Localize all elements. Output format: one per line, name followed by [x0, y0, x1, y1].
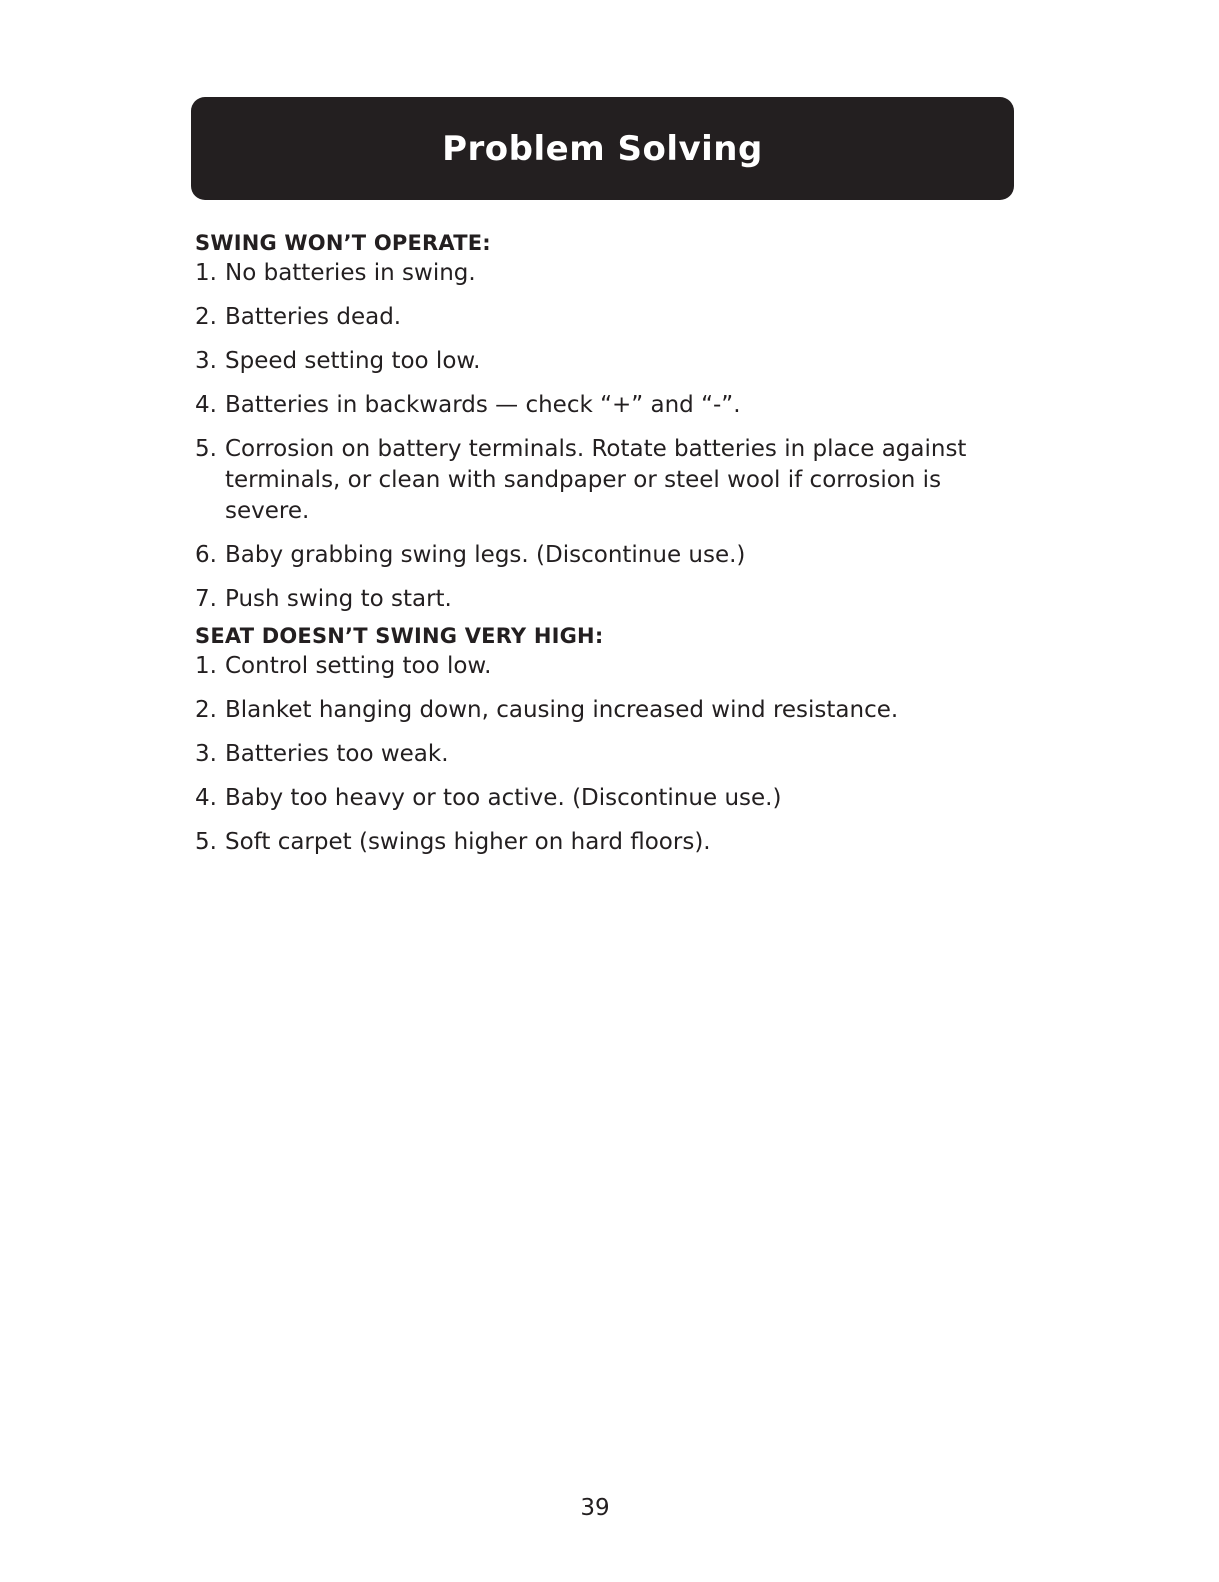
item-number: 3.: [195, 741, 217, 767]
list-item: [195, 827, 985, 858]
list-item: [195, 783, 985, 814]
problem-list: [195, 651, 985, 858]
item-number: 1.: [195, 653, 217, 679]
item-number: 7.: [195, 586, 217, 612]
list-item: [195, 739, 985, 770]
content-body: [195, 228, 985, 864]
list-item: [195, 258, 985, 289]
item-text: Baby too heavy or too active. (Discontinue use.): [225, 785, 782, 811]
item-text: Blanket hanging down, causing increased wind resistance.: [225, 697, 899, 723]
page-title: Problem Solving: [442, 128, 763, 169]
item-text: Baby grabbing swing legs. (Discontinue use.): [225, 542, 746, 568]
section-heading: SEAT DOESN’T SWING VERY HIGH:: [195, 624, 604, 648]
list-item: [195, 651, 985, 682]
list-item: [195, 584, 985, 615]
problem-list: [195, 258, 985, 615]
list-item: [195, 346, 985, 377]
page-number: 39: [580, 1495, 610, 1521]
section-heading: SWING WON’T OPERATE:: [195, 231, 491, 255]
list-item: [195, 302, 985, 333]
item-number: 2.: [195, 697, 217, 723]
item-text: Push swing to start.: [225, 586, 452, 612]
item-number: 6.: [195, 542, 217, 568]
list-item: [195, 695, 985, 726]
item-text: Batteries in backwards — check “+” and “-”.: [225, 392, 741, 418]
list-item: [195, 540, 985, 571]
item-number: 3.: [195, 348, 217, 374]
item-text: Batteries too weak.: [225, 741, 449, 767]
item-number: 5.: [195, 436, 217, 462]
item-text: Corrosion on battery terminals. Rotate batteries in place against terminals, or clean with sandpaper or steel wool if corrosion is severe.: [225, 436, 967, 524]
item-text: No batteries in swing.: [225, 260, 476, 286]
section-seat-doesnt-swing-high: [195, 621, 985, 858]
item-number: 4.: [195, 392, 217, 418]
item-number: 5.: [195, 829, 217, 855]
item-number: 1.: [195, 260, 217, 286]
list-item: [195, 390, 985, 421]
title-banner: [191, 97, 1014, 200]
item-text: Soft carpet (swings higher on hard floors).: [225, 829, 711, 855]
item-text: Speed setting too low.: [225, 348, 481, 374]
item-number: 4.: [195, 785, 217, 811]
item-text: Batteries dead.: [225, 304, 402, 330]
section-swing-wont-operate: [195, 228, 985, 615]
list-item: [195, 434, 985, 527]
item-number: 2.: [195, 304, 217, 330]
item-text: Control setting too low.: [225, 653, 492, 679]
